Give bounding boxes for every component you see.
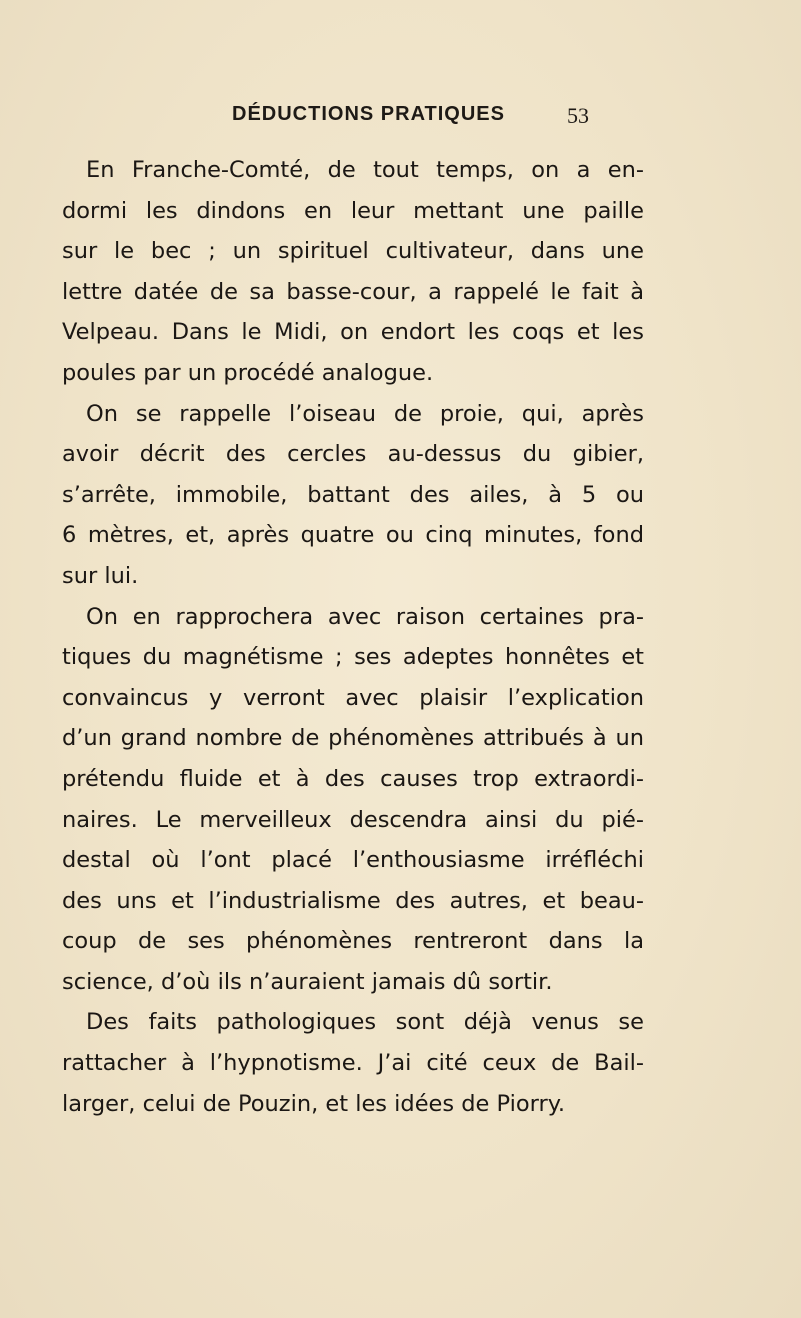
text-line: coup de ses phénomènes rentreront dans la xyxy=(62,928,644,955)
text-line: naires. Le merveilleux descendra ainsi du pié- xyxy=(62,806,644,833)
text-line: convaincus y verront avec plaisir l’explication xyxy=(62,684,644,711)
text-line: lettre datée de sa basse-cour, a rappelé le fait à xyxy=(62,278,644,305)
text-line: On en rapprochera avec raison certaines pra- xyxy=(86,603,644,630)
page-header xyxy=(232,103,632,133)
text-line: larger, celui de Pouzin, et les idées de Piorry. xyxy=(62,1090,566,1117)
text-line: s’arrête, immobile, battant des ailes, à 5 ou xyxy=(62,481,644,508)
running-title: DÉDUCTIONS PRATIQUES xyxy=(232,103,505,125)
text-line: Velpeau. Dans le Midi, on endort les coqs et les xyxy=(62,319,644,346)
text-line: Des faits pathologiques sont déjà venus se xyxy=(86,1009,644,1036)
text-line: d’un grand nombre de phénomènes attribués à un xyxy=(62,725,644,752)
text-line: avoir décrit des cercles au-dessus du gibier, xyxy=(62,441,644,468)
text-line: En Franche-Comté, de tout temps, on a en- xyxy=(86,157,644,183)
text-line: tiques du magnétisme ; ses adeptes honnêtes et xyxy=(62,644,644,671)
text-line: prétendu fluide et à des causes trop extraordi- xyxy=(62,765,644,792)
text-line: science, d’où ils n’auraient jamais dû sortir. xyxy=(62,968,553,995)
text-line: poules par un procédé analogue. xyxy=(62,359,434,386)
text-line: dormi les dindons en leur mettant une paille xyxy=(62,197,644,224)
text-line: On se rappelle l’oiseau de proie, qui, après xyxy=(86,400,644,427)
text-line: sur lui. xyxy=(62,562,139,589)
text-line: 6 mètres, et, après quatre ou cinq minutes, fond xyxy=(62,522,644,549)
text-line: des uns et l’industrialisme des autres, et beau- xyxy=(62,887,644,914)
text-line: destal où l’ont placé l’enthousiasme irréfléchi xyxy=(62,847,644,874)
page-number: 53 xyxy=(567,103,589,128)
text-line: sur le bec ; un spirituel cultivateur, dans une xyxy=(62,238,644,265)
text-line: rattacher à l’hypnotisme. J’ai cité ceux de Bail- xyxy=(62,1050,644,1077)
body-text xyxy=(62,150,644,1124)
